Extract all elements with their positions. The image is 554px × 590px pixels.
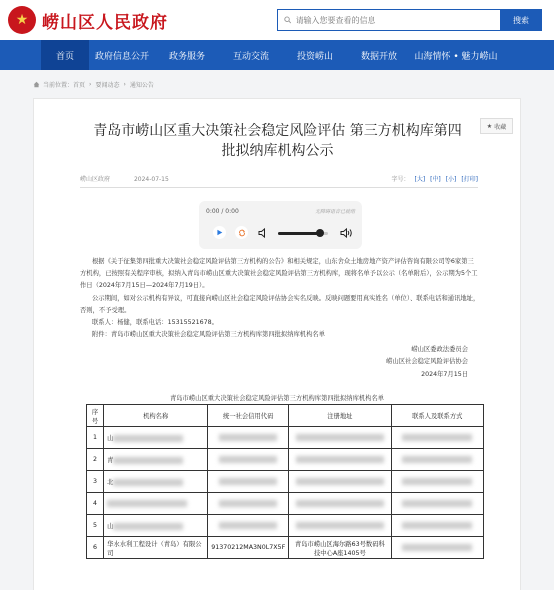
- print-link[interactable]: [打印]: [461, 176, 478, 183]
- signature-line: 崂山区社会稳定风险评估协会: [386, 358, 468, 366]
- article-source: 崂山区政府: [80, 176, 111, 183]
- site-title[interactable]: 崂山区人民政府: [42, 12, 168, 33]
- redacted-mark: [402, 434, 472, 441]
- table-caption: 青岛市崂山区重大决策社会稳定风险评估第三方机构库第四批拟纳库机构名单: [169, 395, 385, 402]
- article-date: 2024-07-15: [133, 176, 169, 183]
- column-header: 统一社会信用代码: [208, 405, 289, 427]
- redacted-mark: [219, 434, 277, 441]
- cell-code: [208, 493, 289, 515]
- cell-address: [289, 449, 391, 471]
- cell-name-text: 北: [107, 479, 114, 486]
- cell-index: 4: [87, 493, 104, 515]
- cell-index: 6: [87, 537, 104, 559]
- redacted-mark: [113, 457, 183, 464]
- meta-divider: [80, 187, 478, 188]
- table-header-row: [87, 405, 484, 427]
- audio-player: [199, 201, 362, 249]
- cell-code: [208, 449, 289, 471]
- main-nav: [0, 40, 554, 70]
- font-size-medium[interactable]: [中]: [430, 176, 441, 183]
- nav-item-laoshan[interactable]: 山海情怀 • 魅力崂山: [414, 51, 498, 62]
- article-panel: [33, 98, 521, 590]
- redacted-mark: [296, 434, 384, 441]
- star-icon: ★: [486, 122, 493, 130]
- cell-index: 3: [87, 471, 104, 493]
- site-header: [0, 0, 554, 40]
- volume-knob[interactable]: [316, 229, 324, 237]
- mute-icon[interactable]: [257, 227, 269, 239]
- breadcrumb: [0, 70, 554, 98]
- nav-item-interaction[interactable]: 互动交流: [232, 51, 269, 62]
- cell-address: [289, 471, 391, 493]
- nav-item-services[interactable]: 政务服务: [168, 51, 205, 62]
- cell-name: [104, 493, 208, 515]
- cell-address: [289, 493, 391, 515]
- cell-contact: [391, 449, 483, 471]
- cell-address: [289, 427, 391, 449]
- cell-name: [104, 471, 208, 493]
- player-time: 0:00 / 0:00: [206, 208, 239, 215]
- nav-item-invest[interactable]: 投资崂山: [296, 51, 333, 62]
- volume-slider[interactable]: [278, 232, 328, 235]
- nav-item-gov-info[interactable]: 政府信息公开: [94, 51, 149, 62]
- column-header: 联系人及联系方式: [391, 405, 483, 427]
- cell-name-text: 青: [107, 457, 114, 464]
- cell-contact: [391, 537, 483, 559]
- cell-code: [208, 515, 289, 537]
- favorite-button[interactable]: [480, 118, 513, 134]
- redacted-mark: [402, 478, 472, 485]
- breadcrumb-prefix: 当前位置：: [43, 81, 74, 89]
- breadcrumb-separator: ›: [123, 80, 126, 88]
- favorite-label: 收藏: [494, 123, 507, 131]
- table-row: [87, 427, 484, 449]
- nav-item-home[interactable]: 首页: [41, 40, 89, 70]
- agency-table: [86, 404, 484, 559]
- redacted-mark: [402, 544, 472, 551]
- cell-code: [208, 427, 289, 449]
- cell-address: [289, 515, 391, 537]
- cell-contact: [391, 471, 483, 493]
- redacted-mark: [402, 456, 472, 463]
- cell-contact: [391, 493, 483, 515]
- play-icon: [216, 229, 223, 236]
- volume-icon[interactable]: [340, 227, 353, 239]
- cell-name: [104, 515, 208, 537]
- search-input[interactable]: [296, 16, 494, 25]
- redacted-mark: [402, 500, 472, 507]
- redacted-mark: [219, 522, 277, 529]
- redacted-mark: [296, 456, 384, 463]
- play-button[interactable]: [213, 226, 226, 239]
- cell-index: 5: [87, 515, 104, 537]
- cell-code: 91370212MA3N0L7X5F: [208, 537, 289, 559]
- home-icon: [33, 81, 40, 88]
- signature-line: 崂山区委政法委员会: [411, 346, 468, 353]
- column-header: 机构名称: [104, 405, 208, 427]
- font-size-small[interactable]: [小]: [445, 176, 457, 183]
- cell-index: 1: [87, 427, 104, 449]
- nav-item-open-data[interactable]: 数据开放: [360, 51, 397, 62]
- font-size-label: 字号：: [391, 176, 410, 183]
- redacted-mark: [402, 522, 472, 529]
- emblem-logo[interactable]: ★: [8, 6, 36, 34]
- breadcrumb-notice[interactable]: 通知公告: [129, 81, 154, 89]
- volume-fill: [278, 232, 321, 235]
- table-row: [87, 493, 484, 515]
- cell-name: 华水水利工程设计（青岛）有限公司: [104, 537, 208, 559]
- player-status: 无障碍语音已就绪: [314, 209, 355, 215]
- article-body: [80, 256, 480, 341]
- redacted-mark: [296, 500, 384, 507]
- search-bar: [277, 9, 542, 31]
- cell-name: [104, 427, 208, 449]
- redacted-mark: [296, 522, 384, 529]
- search-box[interactable]: [277, 9, 500, 31]
- redacted-mark: [219, 500, 277, 507]
- table-row: [87, 515, 484, 537]
- cell-name-text: 山: [107, 523, 114, 530]
- paragraph: 根据《关于征集第四批重大决策社会稳定风险评估第三方机构的公告》和相关规定，山东舍众土地房地产资产评估咨询有限公司等6家第三方机构，已按照有关程序审核，拟纳入青岛市崂山区重大决策社会稳定风险评估第三方机构库，现将名单予以公示（名单附后），公示期为5个工作日（2024年7月15日—2024年7月19日）。: [80, 258, 478, 290]
- signature-date: 2024年7月15日: [421, 370, 468, 378]
- paragraph: 公示期间，如对公示机构有异议，可直接向崂山区社会稳定风险评估协会实名反映。反映问题要用真实姓名（单位）、联系电话和通讯地址，否则，不予受理。: [80, 294, 480, 314]
- font-size-large[interactable]: [大]: [414, 176, 426, 183]
- cell-code: [208, 471, 289, 493]
- cell-contact: [391, 515, 483, 537]
- column-header: 序号: [87, 405, 104, 427]
- breadcrumb-news[interactable]: 要闻动态: [95, 81, 120, 89]
- article-title: 青岛市崂山区重大决策社会稳定风险评估 第三方机构库第四批拟纳库机构公示: [93, 123, 462, 159]
- cell-address: 青岛市崂山区海尔路63号数码科技中心A座1405号: [289, 537, 391, 559]
- column-header: 注册地址: [289, 405, 391, 427]
- redacted-mark: [113, 523, 183, 530]
- redacted-mark: [296, 478, 384, 485]
- loop-button[interactable]: [235, 226, 248, 239]
- cell-name: [104, 449, 208, 471]
- table-row: [87, 537, 484, 559]
- cell-index: 2: [87, 449, 104, 471]
- table-row: [87, 449, 484, 471]
- redacted-mark: [113, 435, 183, 442]
- redacted-mark: [113, 479, 183, 486]
- search-button[interactable]: 搜索: [500, 9, 542, 31]
- redacted-mark: [219, 478, 277, 485]
- paragraph: 附件：青岛市崂山区重大决策社会稳定风险评估第三方机构库第四批拟纳库机构名单: [92, 331, 325, 339]
- font-size-controls: [389, 174, 478, 183]
- breadcrumb-separator: ›: [89, 80, 92, 88]
- cell-name-text: 山: [107, 435, 114, 442]
- search-icon: [284, 16, 292, 24]
- article-meta: [80, 174, 169, 183]
- table-row: [87, 471, 484, 493]
- redacted-mark: [107, 500, 187, 507]
- loop-icon: [238, 229, 246, 237]
- signature-block: [386, 344, 468, 381]
- paragraph: 联系人：杨健，联系电话：15315521678。: [92, 319, 218, 327]
- redacted-mark: [219, 456, 277, 463]
- breadcrumb-home[interactable]: 首页: [73, 81, 86, 89]
- cell-contact: [391, 427, 483, 449]
